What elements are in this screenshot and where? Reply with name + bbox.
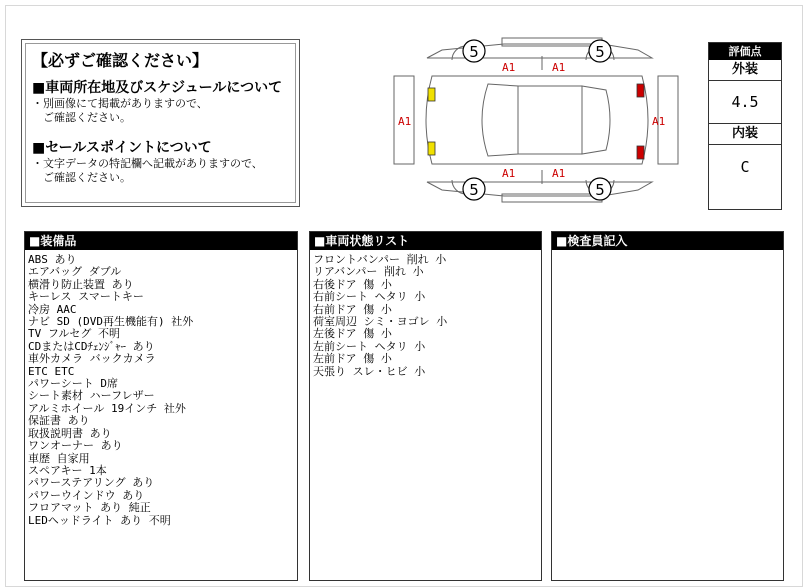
damage-label-left-rear-door: A1 (552, 61, 566, 74)
list-item: フロントバンパー 削れ 小 (313, 253, 447, 266)
list-item: 左後ドア 傷 小 (313, 327, 392, 341)
list-item: 冷房 AAC (28, 302, 77, 316)
equipment-title: ■装備品 (25, 232, 297, 250)
tire-label-rr: 5 (595, 181, 605, 199)
condition-title: ■車両状態リスト (310, 232, 541, 250)
list-item: 取扱説明書 あり (28, 426, 112, 440)
notice-section2-line1: ・文字データの特記欄へ記載がありますので、 (32, 157, 263, 170)
car-roof-plan (518, 86, 582, 154)
front-lamp-marker-top (428, 88, 435, 101)
list-item: 右後ドア 傷 小 (313, 277, 392, 291)
list-item: ABS あり (28, 253, 77, 266)
exterior-label: 外装 (709, 60, 781, 81)
inspector-panel (551, 231, 784, 581)
list-item: スペアキー 1本 (28, 463, 107, 477)
front-lamp-marker-bottom (428, 142, 435, 155)
equipment-panel (24, 231, 298, 581)
list-item: パワーシート D席 (28, 377, 119, 391)
notice-section1-heading: ■車両所在地及びスケジュールについて (32, 80, 283, 96)
notice-box (21, 39, 300, 207)
notice-section1-line1: ・別画像にて掲載がありますので、 (32, 97, 208, 110)
condition-list (310, 250, 541, 378)
car-windshield (482, 84, 518, 156)
list-item: パワーステアリング あり (28, 476, 155, 490)
condition-panel (309, 231, 542, 581)
tire-label-fl: 5 (469, 43, 479, 61)
list-item: CDまたはCDﾁｪﾝｼﾞｬｰ あり (28, 339, 155, 353)
list-item: 右前シート ヘタリ 小 (313, 290, 426, 304)
damage-label-left-front-door: A1 (502, 61, 516, 74)
car-damage-diagram (392, 36, 680, 204)
damage-label-right-front-door: A1 (502, 167, 516, 180)
interior-label: 内装 (709, 124, 781, 145)
rear-lamp-marker-bottom (637, 146, 644, 159)
exterior-value: 4.5 (709, 81, 781, 124)
list-item: 横滑り防止装置 あり (28, 277, 134, 291)
notice-title: 【必ずご確認ください】 (32, 51, 209, 70)
tire-label-rl: 5 (595, 43, 605, 61)
list-item: パワーウインドウ あり (28, 488, 145, 502)
list-item: フロアマット あり 純正 (28, 501, 151, 515)
list-item: 右前ドア 傷 小 (313, 302, 392, 316)
tire-label-fr: 5 (469, 181, 479, 199)
list-item: 左前シート ヘタリ 小 (313, 339, 426, 353)
list-item: 車外カメラ バックカメラ (28, 352, 156, 366)
damage-label-front-bumper: A1 (398, 115, 412, 128)
list-item: LEDヘッドライト あり 不明 (28, 513, 171, 527)
notice-section2-heading: ■セールスポイントについて (32, 140, 212, 156)
list-item: アルミホイール 19インチ 社外 (28, 401, 186, 415)
list-item: 保証書 あり (28, 414, 90, 428)
car-plan-body (426, 76, 648, 164)
score-header: 評価点 (709, 43, 781, 60)
list-item: TV フルセグ 不明 (28, 327, 121, 341)
list-item: エアバッグ ダブル (28, 265, 122, 279)
car-rear-window (582, 86, 610, 154)
list-item: ナビ SD (DVD再生機能有) 社外 (28, 315, 194, 329)
notice-section1-line2: ご確認ください。 (32, 111, 131, 124)
list-item: ワンオーナー あり (28, 439, 123, 453)
list-item: 天張り スレ・ヒビ 小 (313, 364, 426, 378)
rear-lamp-marker-top (637, 84, 644, 97)
damage-label-right-rear-door: A1 (552, 167, 566, 180)
equipment-list (25, 250, 297, 527)
list-item: リアバンパー 削れ 小 (313, 265, 424, 279)
list-item: 左前ドア 傷 小 (313, 352, 392, 366)
car-roof-top (502, 38, 602, 46)
interior-value: C (740, 158, 750, 176)
notice-section2-line2: ご確認ください。 (32, 171, 131, 184)
list-item: シート素材 ハーフレザー (28, 389, 155, 403)
inspector-title: ■検査員記入 (552, 232, 783, 250)
score-box (708, 42, 782, 210)
car-roof-bottom (502, 194, 602, 202)
list-item: ETC ETC (28, 364, 75, 378)
list-item: 荷室周辺 シミ・ヨゴレ 小 (313, 315, 448, 329)
damage-label-rear-bumper: A1 (652, 115, 666, 128)
list-item: 車歴 自家用 (28, 451, 90, 465)
list-item: キーレス スマートキー (28, 290, 144, 304)
